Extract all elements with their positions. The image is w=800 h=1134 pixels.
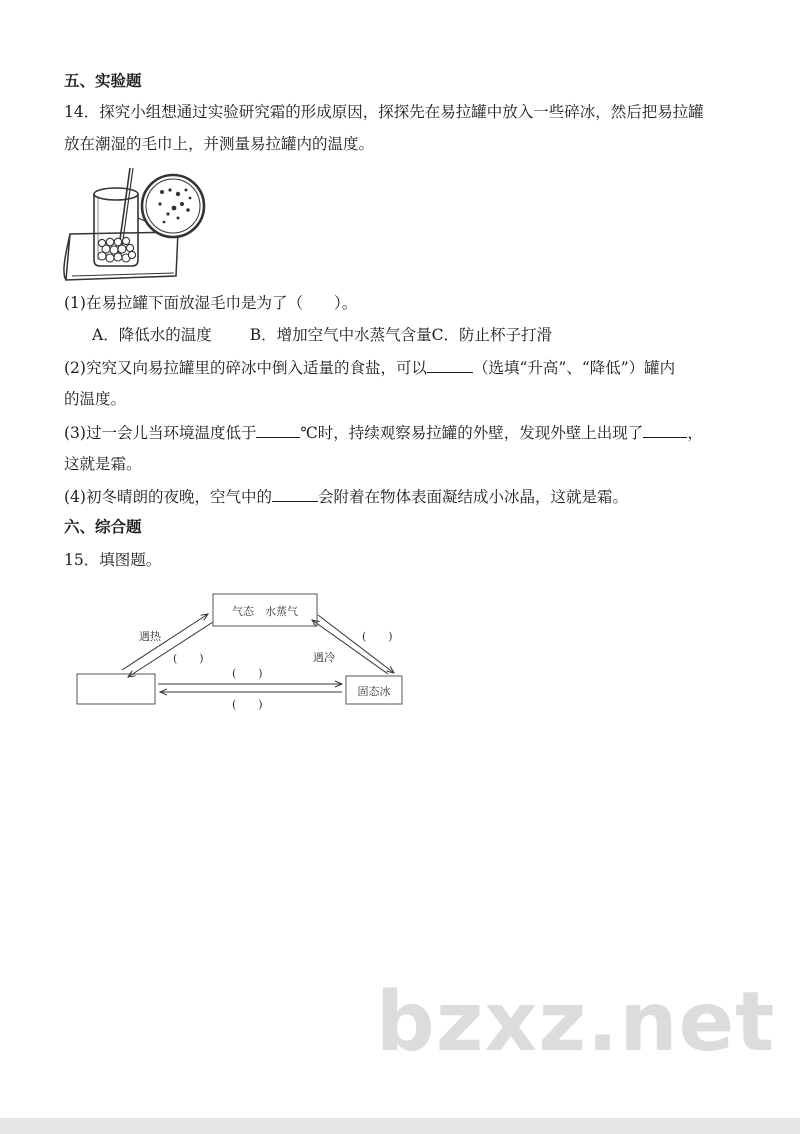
box-solid-label: 固态冰 xyxy=(357,685,391,698)
question-15-line-1: 15．填图题。 xyxy=(64,551,162,569)
part-4-text-a: (4)初冬晴朗的夜晚，空气中的 xyxy=(64,488,272,506)
question-14-line-2: 放在潮湿的毛巾上，并测量易拉罐内的温度。 xyxy=(64,135,375,153)
part-4-text-b: 会附着在物体表面凝结成小冰晶，这就是霜。 xyxy=(317,488,628,506)
watermark-text: bzxz.net xyxy=(376,975,776,1070)
question-14-part-3-line-2: 这就是霜。 xyxy=(64,455,142,473)
question-14-part-2-line-2: 的温度。 xyxy=(64,390,127,408)
paren-blank-left: ( ) xyxy=(173,652,204,665)
label-heat: 遇热 xyxy=(139,630,161,643)
option-b: B．增加空气中水蒸气含量C．防止杯子打滑 xyxy=(249,326,552,344)
section-title-comprehensive: 六、综合题 xyxy=(64,518,142,536)
paren-blank-middle-bottom: ( ) xyxy=(232,698,263,711)
part-2-text-before: (2)究究又向易拉罐里的碎冰中倒入适量的食盐，可以 xyxy=(64,359,427,377)
box-gas-label: 气态 水蒸气 xyxy=(232,605,298,618)
label-cold: 遇冷 xyxy=(313,651,335,664)
part-3-text-a: (3)过一会儿当环境温度低于 xyxy=(64,424,257,442)
question-14-part-1: (1)在易拉罐下面放湿毛巾是为了（ ）。 xyxy=(64,294,358,312)
section-title-experiment: 五、实验题 xyxy=(64,72,142,90)
paren-blank-top-right: ( ) xyxy=(362,630,393,643)
page-bottom-edge xyxy=(0,1118,800,1134)
part-3-text-c: ， xyxy=(687,424,703,442)
question-14-line-1: 14．探究小组想通过实验研究霜的形成原因，探探先在易拉罐中放入一些碎冰，然后把易拉罐 xyxy=(64,103,704,121)
part-3-text-b: ℃时，持续观察易拉罐的外壁，发现外壁上出现了 xyxy=(300,424,644,442)
box-liquid-blank xyxy=(77,674,155,704)
paren-blank-middle-top: ( ) xyxy=(232,667,263,680)
option-a: A．降低水的温度 xyxy=(92,326,212,344)
part-2-text-after: （选填“升高”、“降低”）罐内 xyxy=(472,359,676,377)
